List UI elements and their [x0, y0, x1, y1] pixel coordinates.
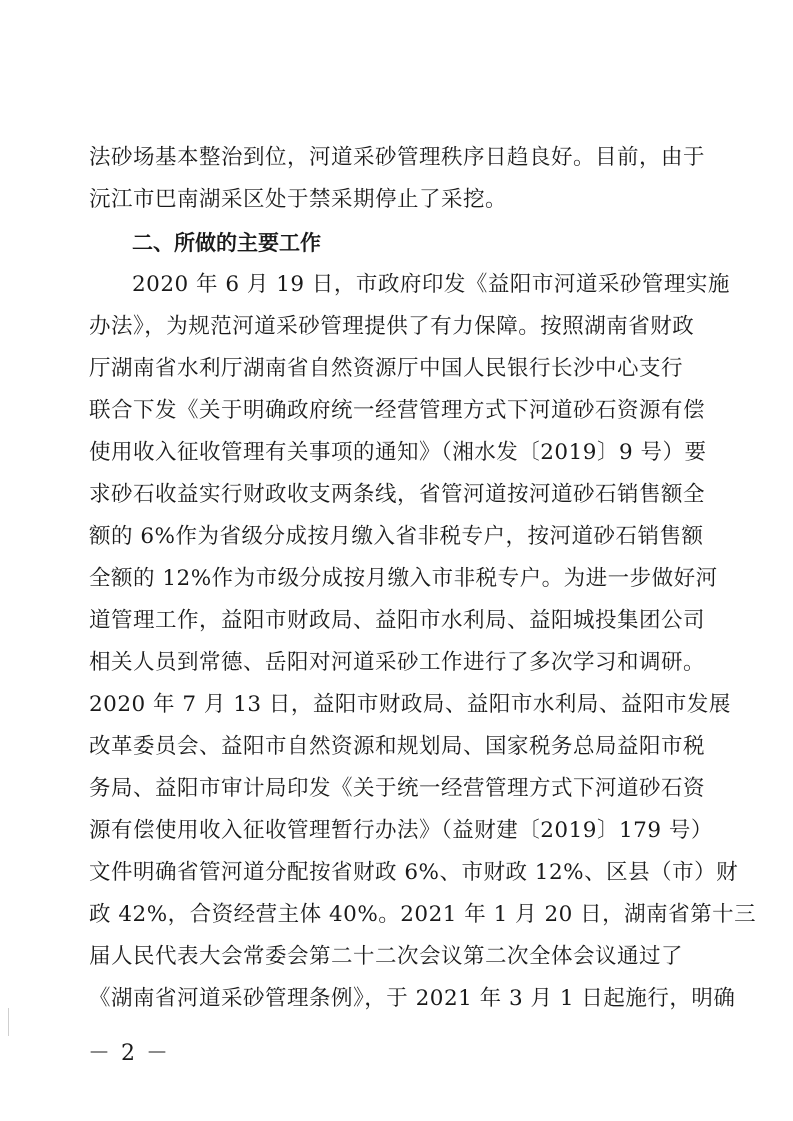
paragraph-line-3: 2020 年 6 月 19 日，市政府印发《益阳市河道采砂管理实施 [132, 272, 730, 297]
paragraph-line-10: 全额的 12%作为市级分成按月缴入市非税专户。为进一步做好河 [89, 566, 718, 591]
paragraph-line-5: 厅湖南省水利厅湖南省自然资源厅中国人民银行长沙中心支行 [89, 356, 684, 381]
page-number: － 2 － [88, 1041, 170, 1066]
paragraph-line-15: 务局、益阳市审计局印发《关于统一经营管理方式下河道砂石资 [89, 776, 706, 801]
paragraph-line-11: 道管理工作，益阳市财政局、益阳市水利局、益阳城投集团公司 [89, 608, 706, 633]
paragraph-line-7: 使用收入征收管理有关事项的通知》（湘水发〔2019〕9 号）要 [89, 440, 707, 465]
paragraph-line-9: 额的 6%作为省级分成按月缴入省非税专户，按河道砂石销售额 [89, 524, 704, 549]
paragraph-line-20: 《湖南省河道采砂管理条例》，于 2021 年 3 月 1 日起施行，明确 [89, 986, 736, 1011]
paragraph-line-4: 办法》，为规范河道采砂管理提供了有力保障。按照湖南省财政 [89, 314, 695, 339]
paragraph-line-13: 2020 年 7 月 13 日，益阳市财政局、益阳市水利局、益阳市发展 [89, 692, 731, 717]
section-heading: 二、所做的主要工作 [132, 231, 321, 255]
scan-margin-mark [8, 1008, 9, 1036]
paragraph-line-8: 求砂石收益实行财政收支两条线，省管河道按河道砂石销售额全 [89, 482, 706, 507]
paragraph-line-2: 沅江市巴南湖采区处于禁采期停止了采挖。 [89, 187, 508, 212]
paragraph-line-6: 联合下发《关于明确政府统一经营管理方式下河道砂石资源有偿 [89, 398, 706, 423]
paragraph-line-14: 改革委员会、益阳市自然资源和规划局、国家税务总局益阳市税 [89, 734, 706, 759]
paragraph-line-17: 文件明确省管河道分配按省财政 6%、市财政 12%、区县（市）财 [89, 860, 739, 885]
paragraph-line-19: 届人民代表大会常委会第二十二次会议第二次全体会议通过了 [89, 944, 684, 969]
paragraph-line-1: 法砂场基本整治到位，河道采砂管理秩序日趋良好。目前，由于 [89, 145, 706, 170]
paragraph-line-16: 源有偿使用收入征收管理暂行办法》（益财建〔2019〕179 号） [89, 818, 713, 843]
paragraph-line-12: 相关人员到常德、岳阳对河道采砂工作进行了多次学习和调研。 [89, 650, 706, 675]
paragraph-line-18: 政 42%，合资经营主体 40%。2021 年 1 月 20 日，湖南省第十三 [89, 902, 757, 927]
